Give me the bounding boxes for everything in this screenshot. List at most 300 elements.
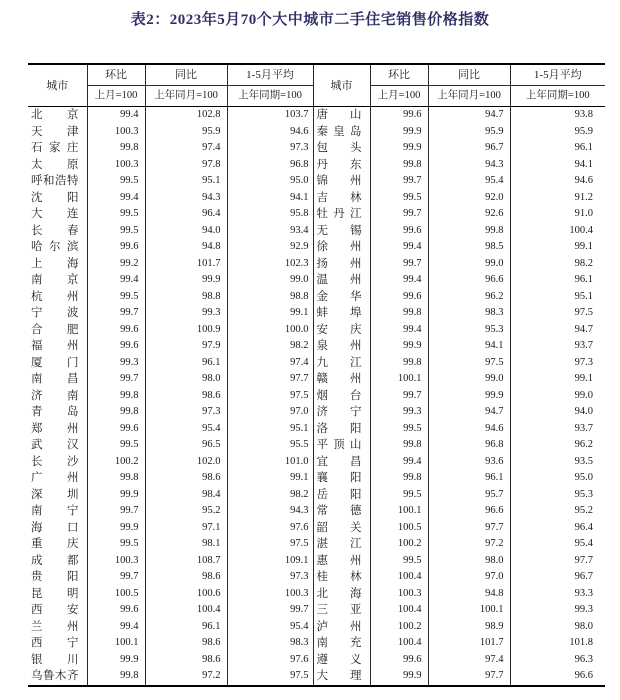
yoy-value-cell: 98.6 <box>145 635 227 652</box>
avg-value-cell: 95.4 <box>574 538 593 549</box>
mom-value-cell: 99.6 <box>370 652 428 669</box>
header-mom-left: 环比 <box>87 64 145 86</box>
avg-value-cell: 97.6 <box>227 520 313 537</box>
avg-value-cell: 100.4 <box>569 224 593 236</box>
table-row <box>28 487 605 504</box>
mom-value-cell: 99.3 <box>87 355 145 372</box>
yoy-value-cell: 101.7 <box>428 635 510 652</box>
table-row <box>28 206 605 223</box>
mom-value-cell: 99.9 <box>87 652 145 669</box>
table-row <box>28 635 605 652</box>
table-row <box>28 388 605 405</box>
yoy-value-cell: 96.5 <box>145 437 227 454</box>
yoy-value-cell: 97.1 <box>145 520 227 537</box>
avg-value-cell: 98.2 <box>227 487 313 504</box>
city-cell: 大理 <box>313 668 370 686</box>
city-cell: 桂林 <box>313 569 370 586</box>
yoy-value-cell: 97.2 <box>428 536 510 553</box>
city-cell: 襄阳 <box>313 470 370 487</box>
city-cell: 南充 <box>313 635 370 652</box>
city-cell: 三亚 <box>313 602 370 619</box>
yoy-value-cell: 97.4 <box>428 652 510 669</box>
mom-value-cell: 99.8 <box>87 140 145 157</box>
city-cell: 乌鲁木齐 <box>28 668 87 686</box>
avg-value-cell: 94.1 <box>574 158 593 170</box>
yoy-value-cell: 92.6 <box>428 206 510 223</box>
mom-value-cell: 99.6 <box>87 421 145 438</box>
yoy-value-cell: 96.8 <box>428 437 510 454</box>
yoy-value-cell: 99.0 <box>428 371 510 388</box>
table-row <box>28 586 605 603</box>
mom-value-cell: 99.8 <box>370 470 428 487</box>
city-cell: 金华 <box>313 289 370 306</box>
yoy-value-cell: 97.8 <box>145 157 227 174</box>
yoy-value-cell: 100.9 <box>145 322 227 339</box>
avg-value-cell: 94.6 <box>574 175 593 186</box>
avg-value-cell: 96.2 <box>574 439 593 450</box>
yoy-value-cell: 98.0 <box>145 371 227 388</box>
table-row <box>28 619 605 636</box>
mom-value-cell: 99.6 <box>370 107 428 124</box>
table-row <box>28 536 605 553</box>
table-row <box>28 190 605 207</box>
header-avg-left: 1-5月平均 <box>227 64 313 86</box>
yoy-value-cell: 96.6 <box>428 503 510 520</box>
yoy-value-cell: 100.6 <box>145 586 227 603</box>
yoy-value-cell: 94.8 <box>145 239 227 256</box>
city-cell: 福州 <box>28 338 87 355</box>
avg-value-cell: 94.3 <box>227 503 313 520</box>
mom-value-cell: 99.9 <box>87 487 145 504</box>
avg-value-cell: 98.0 <box>574 620 593 632</box>
mom-value-cell: 99.8 <box>87 388 145 405</box>
city-cell: 西宁 <box>28 635 87 652</box>
mom-value-cell: 100.4 <box>370 569 428 586</box>
mom-value-cell: 99.9 <box>370 124 428 141</box>
avg-value-cell: 93.5 <box>574 455 593 467</box>
city-cell: 秦皇岛 <box>313 124 370 141</box>
table-row <box>28 569 605 586</box>
city-cell: 惠州 <box>313 553 370 570</box>
avg-value-cell: 100.3 <box>227 586 313 603</box>
yoy-value-cell: 97.9 <box>145 338 227 355</box>
avg-value-cell: 98.2 <box>227 338 313 355</box>
mom-value-cell: 99.6 <box>87 239 145 256</box>
table-row <box>28 371 605 388</box>
yoy-value-cell: 98.8 <box>145 289 227 306</box>
table-row <box>28 421 605 438</box>
avg-value-cell: 103.7 <box>227 107 313 124</box>
avg-value-cell: 97.3 <box>574 356 593 368</box>
avg-value-cell: 94.0 <box>574 406 593 417</box>
city-cell: 吉林 <box>313 190 370 207</box>
avg-value-cell: 94.7 <box>574 323 593 335</box>
city-cell: 泉州 <box>313 338 370 355</box>
yoy-value-cell: 95.2 <box>145 503 227 520</box>
yoy-value-cell: 95.9 <box>145 124 227 141</box>
header-yoy-left: 同比 <box>145 64 227 86</box>
avg-value-cell: 95.9 <box>574 125 593 137</box>
city-cell: 广州 <box>28 470 87 487</box>
avg-value-cell: 95.1 <box>227 421 313 438</box>
table-row <box>28 668 605 686</box>
yoy-value-cell: 95.4 <box>428 173 510 190</box>
city-cell: 唐山 <box>313 107 370 124</box>
table-row <box>28 503 605 520</box>
mom-value-cell: 100.3 <box>370 586 428 603</box>
header-avg-base-left: 上年同期=100 <box>227 86 313 107</box>
header-avg-base-right: 上年同期=100 <box>510 86 605 107</box>
yoy-value-cell: 94.1 <box>428 338 510 355</box>
city-cell: 南京 <box>28 272 87 289</box>
mom-value-cell: 100.1 <box>370 371 428 388</box>
header-city-right: 城市 <box>313 64 370 107</box>
city-cell: 烟台 <box>313 388 370 405</box>
city-cell: 郑州 <box>28 421 87 438</box>
avg-value-cell: 101.0 <box>227 454 313 471</box>
mom-value-cell: 100.3 <box>87 124 145 141</box>
yoy-value-cell: 99.9 <box>428 388 510 405</box>
yoy-value-cell: 93.6 <box>428 454 510 471</box>
city-cell: 深圳 <box>28 487 87 504</box>
mom-value-cell: 99.6 <box>370 289 428 306</box>
city-cell: 武汉 <box>28 437 87 454</box>
mom-value-cell: 100.3 <box>87 553 145 570</box>
city-cell: 南昌 <box>28 371 87 388</box>
avg-value-cell: 96.6 <box>574 670 593 681</box>
yoy-value-cell: 97.2 <box>145 668 227 686</box>
header-mom-right: 环比 <box>370 64 428 86</box>
avg-value-cell: 95.0 <box>574 472 593 483</box>
mom-value-cell: 99.9 <box>370 338 428 355</box>
table-row <box>28 454 605 471</box>
mom-value-cell: 99.8 <box>370 437 428 454</box>
mom-value-cell: 99.3 <box>370 404 428 421</box>
avg-value-cell: 97.7 <box>227 371 313 388</box>
table-row <box>28 272 605 289</box>
avg-value-cell: 96.1 <box>574 142 593 153</box>
yoy-value-cell: 95.3 <box>428 322 510 339</box>
yoy-value-cell: 99.0 <box>428 256 510 273</box>
yoy-value-cell: 102.0 <box>145 454 227 471</box>
avg-value-cell: 95.1 <box>574 290 593 302</box>
yoy-value-cell: 97.4 <box>145 140 227 157</box>
avg-value-cell: 94.1 <box>227 190 313 207</box>
mom-value-cell: 99.7 <box>87 305 145 322</box>
city-cell: 常德 <box>313 503 370 520</box>
table-row <box>28 355 605 372</box>
avg-value-cell: 93.3 <box>574 587 593 599</box>
city-cell: 厦门 <box>28 355 87 372</box>
city-cell: 北京 <box>28 107 87 124</box>
city-cell: 成都 <box>28 553 87 570</box>
city-cell: 宜昌 <box>313 454 370 471</box>
mom-value-cell: 99.5 <box>87 437 145 454</box>
mom-value-cell: 99.4 <box>370 454 428 471</box>
yoy-value-cell: 94.3 <box>428 157 510 174</box>
avg-value-cell: 95.5 <box>227 437 313 454</box>
mom-value-cell: 99.5 <box>87 173 145 190</box>
header-mom-base-left: 上月=100 <box>87 86 145 107</box>
yoy-value-cell: 96.4 <box>145 206 227 223</box>
city-cell: 遵义 <box>313 652 370 669</box>
city-cell: 徐州 <box>313 239 370 256</box>
table-title: 表2：2023年5月70个大中城市二手住宅销售价格指数 <box>130 12 490 28</box>
table-row <box>28 107 605 124</box>
yoy-value-cell: 92.0 <box>428 190 510 207</box>
avg-value-cell: 97.5 <box>227 668 313 686</box>
avg-value-cell: 99.7 <box>227 602 313 619</box>
city-cell: 太原 <box>28 157 87 174</box>
city-cell: 长沙 <box>28 454 87 471</box>
avg-value-cell: 99.0 <box>574 389 593 401</box>
city-cell: 无锡 <box>313 223 370 240</box>
avg-value-cell: 99.1 <box>574 373 593 384</box>
city-cell: 呼和浩特 <box>28 173 87 190</box>
yoy-value-cell: 97.0 <box>428 569 510 586</box>
mom-value-cell: 99.6 <box>87 338 145 355</box>
mom-value-cell: 99.9 <box>370 668 428 686</box>
city-cell: 沈阳 <box>28 190 87 207</box>
mom-value-cell: 99.6 <box>370 223 428 240</box>
mom-value-cell: 99.5 <box>370 421 428 438</box>
table-row <box>28 652 605 669</box>
city-cell: 安庆 <box>313 322 370 339</box>
avg-value-cell: 99.1 <box>227 305 313 322</box>
city-cell: 贵阳 <box>28 569 87 586</box>
avg-value-cell: 97.6 <box>227 652 313 669</box>
table-row <box>28 140 605 157</box>
avg-value-cell: 96.3 <box>574 653 593 665</box>
mom-value-cell: 99.8 <box>370 355 428 372</box>
mom-value-cell: 99.4 <box>87 107 145 124</box>
header-city-left: 城市 <box>28 64 87 107</box>
yoy-value-cell: 95.7 <box>428 487 510 504</box>
yoy-value-cell: 97.3 <box>145 404 227 421</box>
yoy-value-cell: 94.3 <box>145 190 227 207</box>
city-cell: 包头 <box>313 140 370 157</box>
mom-value-cell: 99.2 <box>87 256 145 273</box>
mom-value-cell: 99.5 <box>87 536 145 553</box>
avg-value-cell: 96.7 <box>574 571 593 582</box>
mom-value-cell: 100.2 <box>87 454 145 471</box>
city-cell: 海口 <box>28 520 87 537</box>
mom-value-cell: 99.7 <box>87 371 145 388</box>
mom-value-cell: 99.9 <box>87 520 145 537</box>
table-row <box>28 437 605 454</box>
mom-value-cell: 99.5 <box>87 289 145 306</box>
city-cell: 银川 <box>28 652 87 669</box>
city-cell: 兰州 <box>28 619 87 636</box>
table-row <box>28 289 605 306</box>
mom-value-cell: 99.4 <box>87 272 145 289</box>
city-cell: 南宁 <box>28 503 87 520</box>
avg-value-cell: 99.1 <box>227 470 313 487</box>
yoy-value-cell: 98.6 <box>145 569 227 586</box>
avg-value-cell: 96.4 <box>574 521 593 533</box>
yoy-value-cell: 94.7 <box>428 404 510 421</box>
mom-value-cell: 100.1 <box>370 503 428 520</box>
avg-value-cell: 98.3 <box>227 635 313 652</box>
city-cell: 杭州 <box>28 289 87 306</box>
header-yoy-base-left: 上年同月=100 <box>145 86 227 107</box>
yoy-value-cell: 98.0 <box>428 553 510 570</box>
yoy-value-cell: 99.8 <box>428 223 510 240</box>
avg-value-cell: 93.7 <box>574 422 593 434</box>
avg-value-cell: 95.0 <box>227 173 313 190</box>
mom-value-cell: 99.9 <box>370 140 428 157</box>
avg-value-cell: 97.3 <box>227 569 313 586</box>
avg-value-cell: 97.5 <box>227 536 313 553</box>
table-row <box>28 520 605 537</box>
yoy-value-cell: 98.6 <box>145 388 227 405</box>
yoy-value-cell: 97.7 <box>428 668 510 686</box>
table-row <box>28 124 605 141</box>
yoy-value-cell: 94.6 <box>428 421 510 438</box>
mom-value-cell: 99.4 <box>87 190 145 207</box>
yoy-value-cell: 96.6 <box>428 272 510 289</box>
avg-value-cell: 97.7 <box>574 554 593 566</box>
mom-value-cell: 99.7 <box>370 173 428 190</box>
city-cell: 丹东 <box>313 157 370 174</box>
city-cell: 宁波 <box>28 305 87 322</box>
mom-value-cell: 100.1 <box>87 635 145 652</box>
avg-value-cell: 96.1 <box>574 274 593 285</box>
city-cell: 温州 <box>313 272 370 289</box>
header-mom-base-right: 上月=100 <box>370 86 428 107</box>
avg-value-cell: 97.5 <box>574 307 593 318</box>
header-avg-right: 1-5月平均 <box>510 64 605 86</box>
mom-value-cell: 99.4 <box>370 239 428 256</box>
mom-value-cell: 100.5 <box>87 586 145 603</box>
yoy-value-cell: 95.4 <box>145 421 227 438</box>
city-cell: 湛江 <box>313 536 370 553</box>
yoy-value-cell: 97.5 <box>428 355 510 372</box>
city-cell: 济宁 <box>313 404 370 421</box>
mom-value-cell: 99.5 <box>370 487 428 504</box>
table-row <box>28 157 605 174</box>
city-cell: 九江 <box>313 355 370 372</box>
table-row <box>28 404 605 421</box>
city-cell: 济南 <box>28 388 87 405</box>
table-body <box>28 107 605 686</box>
city-cell: 石家庄 <box>28 140 87 157</box>
avg-value-cell: 99.0 <box>227 272 313 289</box>
city-cell: 昆明 <box>28 586 87 603</box>
yoy-value-cell: 98.3 <box>428 305 510 322</box>
header-yoy-base-right: 上年同月=100 <box>428 86 510 107</box>
city-cell: 长春 <box>28 223 87 240</box>
yoy-value-cell: 100.1 <box>428 602 510 619</box>
table-row <box>28 470 605 487</box>
mom-value-cell: 99.5 <box>370 553 428 570</box>
yoy-value-cell: 96.1 <box>428 470 510 487</box>
avg-value-cell: 95.2 <box>574 505 593 516</box>
city-cell: 牡丹江 <box>313 206 370 223</box>
city-cell: 岳阳 <box>313 487 370 504</box>
table-row <box>28 338 605 355</box>
avg-value-cell: 98.2 <box>574 257 593 269</box>
mom-value-cell: 99.5 <box>370 190 428 207</box>
city-cell: 洛阳 <box>313 421 370 438</box>
yoy-value-cell: 108.7 <box>145 553 227 570</box>
avg-value-cell: 99.3 <box>574 604 593 615</box>
avg-value-cell: 93.7 <box>574 340 593 351</box>
yoy-value-cell: 98.5 <box>428 239 510 256</box>
mom-value-cell: 99.8 <box>370 157 428 174</box>
yoy-value-cell: 102.8 <box>145 107 227 124</box>
yoy-value-cell: 94.0 <box>145 223 227 240</box>
city-cell: 哈尔滨 <box>28 239 87 256</box>
city-cell: 天津 <box>28 124 87 141</box>
avg-value-cell: 101.8 <box>569 637 593 648</box>
city-cell: 赣州 <box>313 371 370 388</box>
city-cell: 大连 <box>28 206 87 223</box>
table-row <box>28 256 605 273</box>
yoy-value-cell: 98.6 <box>145 470 227 487</box>
avg-value-cell: 102.3 <box>227 256 313 273</box>
mom-value-cell: 100.2 <box>370 619 428 636</box>
table-row <box>28 602 605 619</box>
price-index-table <box>28 63 605 687</box>
yoy-value-cell: 97.7 <box>428 520 510 537</box>
table-header <box>28 64 605 107</box>
yoy-value-cell: 96.7 <box>428 140 510 157</box>
avg-value-cell: 97.3 <box>227 140 313 157</box>
yoy-value-cell: 94.7 <box>428 107 510 124</box>
mom-value-cell: 100.5 <box>370 520 428 537</box>
mom-value-cell: 99.7 <box>370 256 428 273</box>
avg-value-cell: 97.4 <box>227 355 313 372</box>
mom-value-cell: 99.7 <box>87 569 145 586</box>
table-row <box>28 173 605 190</box>
avg-value-cell: 109.1 <box>227 553 313 570</box>
city-cell: 北海 <box>313 586 370 603</box>
yoy-value-cell: 99.9 <box>145 272 227 289</box>
table-row <box>28 322 605 339</box>
yoy-value-cell: 96.1 <box>145 355 227 372</box>
avg-value-cell: 97.5 <box>227 388 313 405</box>
mom-value-cell: 100.4 <box>370 602 428 619</box>
yoy-value-cell: 98.6 <box>145 652 227 669</box>
yoy-value-cell: 99.3 <box>145 305 227 322</box>
mom-value-cell: 99.4 <box>370 322 428 339</box>
avg-value-cell: 94.6 <box>227 124 313 141</box>
mom-value-cell: 99.5 <box>87 223 145 240</box>
mom-value-cell: 99.8 <box>87 404 145 421</box>
table-row <box>28 239 605 256</box>
avg-value-cell: 93.4 <box>227 223 313 240</box>
city-cell: 扬州 <box>313 256 370 273</box>
avg-value-cell: 98.8 <box>227 289 313 306</box>
city-cell: 泸州 <box>313 619 370 636</box>
avg-value-cell: 95.4 <box>227 619 313 636</box>
mom-value-cell: 100.3 <box>87 157 145 174</box>
avg-value-cell: 91.2 <box>574 191 593 203</box>
mom-value-cell: 99.6 <box>87 602 145 619</box>
yoy-value-cell: 95.1 <box>145 173 227 190</box>
city-cell: 重庆 <box>28 536 87 553</box>
yoy-value-cell: 98.4 <box>145 487 227 504</box>
table-row <box>28 223 605 240</box>
mom-value-cell: 99.6 <box>87 322 145 339</box>
avg-value-cell: 100.0 <box>227 322 313 339</box>
mom-value-cell: 99.4 <box>370 272 428 289</box>
table-row <box>28 553 605 570</box>
yoy-value-cell: 96.2 <box>428 289 510 306</box>
city-cell: 青岛 <box>28 404 87 421</box>
city-cell: 西安 <box>28 602 87 619</box>
